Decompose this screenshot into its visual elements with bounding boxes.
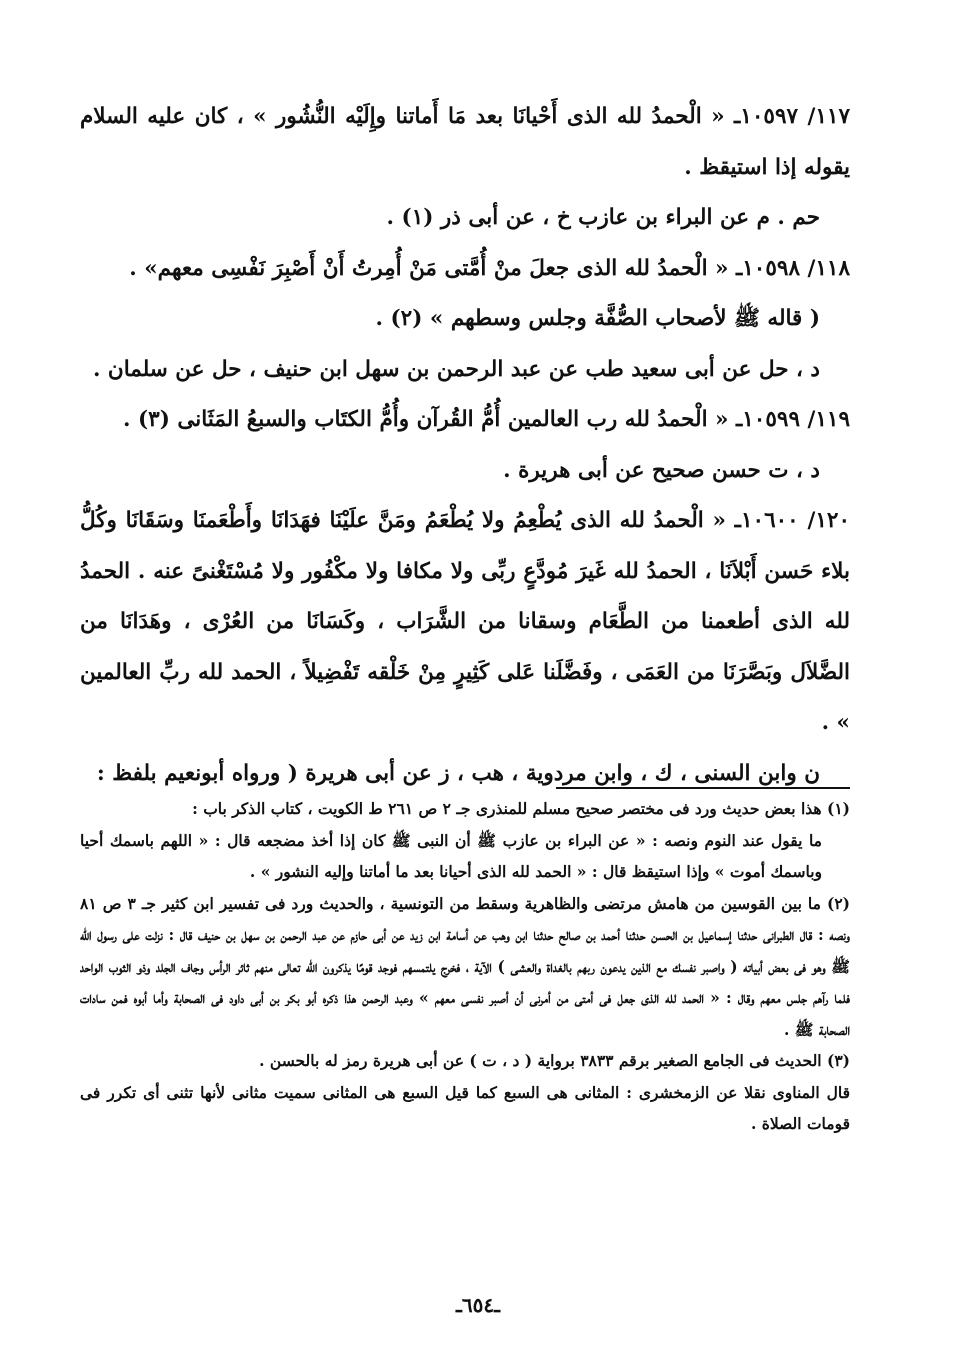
paragraph: ١١٨/ ١٠٥٩٨ـ « الْحمدُ لله الذى جعلَ منْ أُمَّتى مَنْ أُمِرتُ أَنْ أَصْبِرَ نَفْسِى معهم» . bbox=[129, 255, 850, 281]
footnote: ما يقول عند النوم ونصه : « عن البراء بن عازب ﷺ أن النبى ﷺ كان إذا أخذ مضجعه قال : « اللهم باسمك أحيا وباسمك أموت » وإذا استيقظ قال : « الحمد لله الذى أحيانا بعد ما أماتنا وإليه النشور » . bbox=[80, 830, 822, 881]
paragraph: ١١٧/ ١٠٥٩٧ـ « الْحمدُ لله الذى أَحْيانَا بعد مَا أَماتنا وإِلَيْه النُّشُور » ، كان عليه السلام يقوله إذا استيقظ . bbox=[80, 104, 850, 180]
footnote: (٢) ما بين القوسين من هامش مرتضى والظاهرية وسقط من التونسية ، والحديث ورد فى تفسير ابن كثير جـ ٣ ص ٨١ ونصه : قال الطبرانى حدثنا إسماعيل بن الحسن حدثنا أحمد بن صالح حدثنا ابن وهب عن أسامة ابن زيد عن أبى حازم عن عبد الرحمن بن سهل بن حنيف قال : نزلت على رسول الله ﷺ وهو فى بعض أبياته ( واصبر نفسك مع الذين يدعون ربهم بالغداة والعشى ) الآية ، فخرج يلتمسهم فوجد قومًا يذكرون الله تعالى منهم ثائر الرأس وجاف الجلد وذو الثوب الواحد فلما رآهم جلس معهم وقال : « الحمد لله الذى جعل فى أمتى من أمرنى أن أصبر نفسى معهم » وعبد الرحمن هذا ذكره أبو بكر بن أبى داود فى الصحابة وأما أبوه فمن سادات الصحابة ﷺ . bbox=[80, 893, 850, 1039]
footnote: قال المناوى نقلا عن الزمخشرى : المثانى هى السبع كما قيل السبع هى المثانى سميت مثانى لأنها تثنى أى تكرر فى قومات الصلاة . bbox=[80, 1082, 850, 1133]
paragraph: د ، حل عن أبى سعيد طب عن عبد الرحمن بن سهل ابن حنيف ، حل عن سلمان . bbox=[92, 356, 820, 382]
paragraph: ( قاله ﷺ لأصحاب الصُّفَّة وجلس وسطهم » (٢) . bbox=[375, 306, 820, 331]
paragraph: د ، ت حسن صحيح عن أبى هريرة . bbox=[503, 457, 820, 483]
footnote: (١) هذا بعض حديث ورد فى مختصر صحيح مسلم للمنذرى جـ ٢ ص ٢٦١ ط الكويت ، كتاب الذكر باب : bbox=[192, 799, 850, 818]
footnote: (٣) الحديث فى الجامع الصغير برقم ٣٨٣٣ برواية ( د ، ت ) عن أبى هريرة رمز له بالحسن . bbox=[259, 1051, 850, 1070]
main-text bbox=[80, 92, 850, 799]
paragraph: ١١٩/ ١٠٥٩٩ـ « الْحمدُ لله رب العالمين أُمُّ القُرآن وأُمُّ الكتَاب والسبعُ المَثَانى (٣) . bbox=[123, 407, 850, 432]
footnotes bbox=[80, 793, 850, 1140]
paragraph: حم . م عن البراء بن عازب خ ، عن أبى ذر (١) . bbox=[386, 205, 820, 230]
page-number: ـ٦٥٤ـ bbox=[456, 1293, 500, 1317]
paragraph: ن وابن السنى ، ك ، وابن مردوية ، هب ، ز عن أبى هريرة ( ورواه أبونعيم بلفظ : bbox=[96, 760, 820, 786]
footnote-separator bbox=[556, 787, 850, 789]
paragraph: ١٢٠/ ١٠٦٠٠ـ « الْحمدُ لله الذى يُطْعِمُ ولا يُطْعَمُ ومَنَّ علَيْنَا فهَدَانَا وأَطْعَمنَا وسَقَانَا وكُلُّ بلاء حَسن أَبْلاَنَا ، الحمدُ لله غَيرَ مُودَّعٍ ربِّى ولا مكافا ولا مكْفُور ولا مُسْتَغْنىً عنه . الحمدُ لله الذى أطعمنا من الطَّعَام وسقانا من الشَّرَاب ، وكَسَانَا من العُرْى ، وهَدَانَا من الضَّلاَل وبَصَّرَنَا من العَمَى ، وفَضَّلَنا عَلى كَثِيرٍ مِنْ خَلْقه تَفْضِيلاً ، الحمد لله ربِّ العالمين » . bbox=[80, 508, 850, 735]
